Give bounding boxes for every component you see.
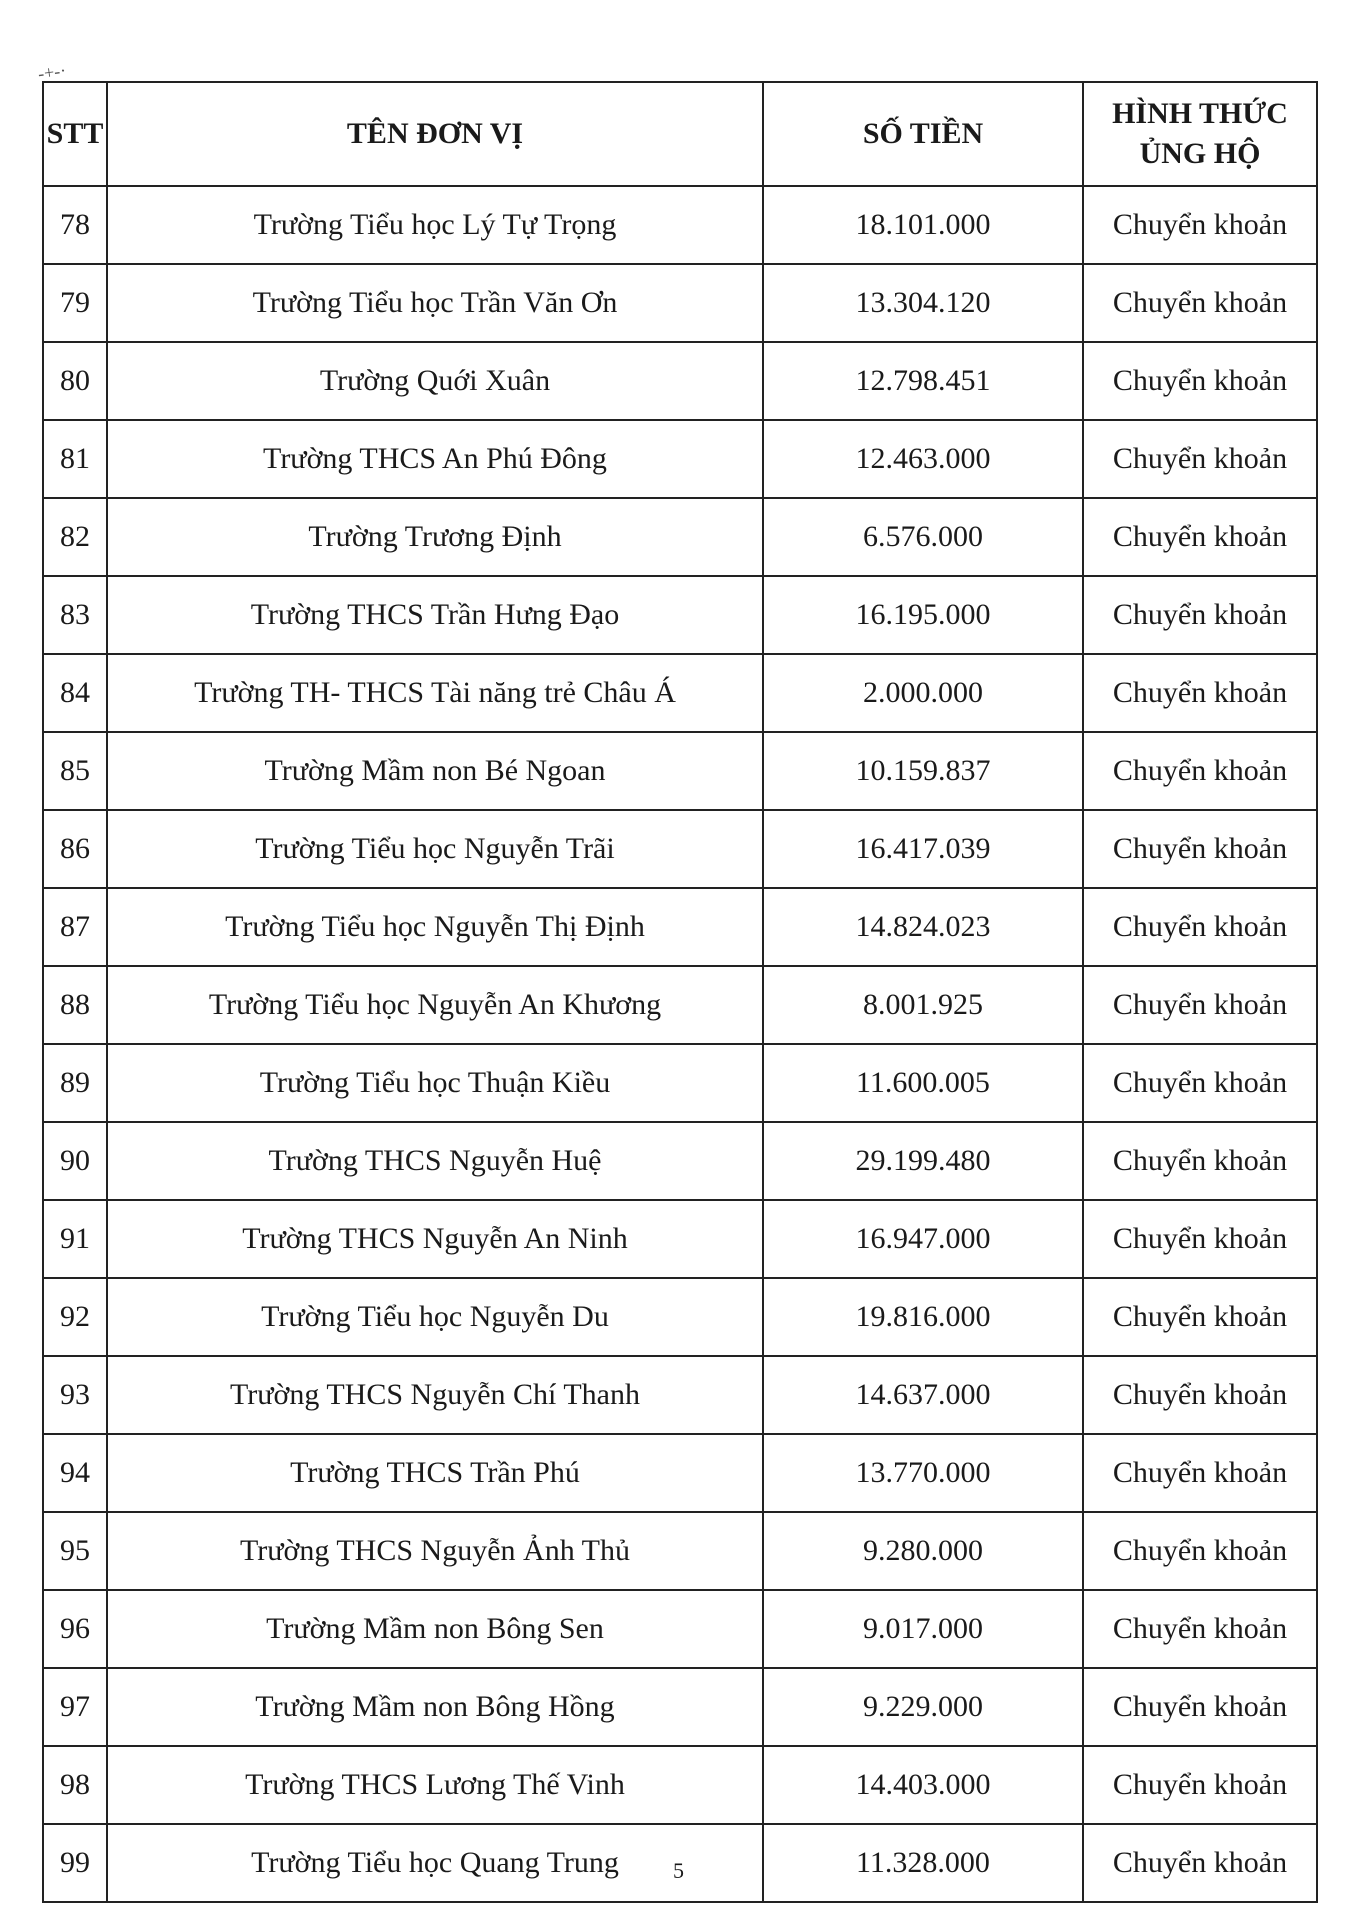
cell-amount: 14.824.023 <box>763 888 1083 966</box>
cell-amount: 2.000.000 <box>763 654 1083 732</box>
cell-stt: 84 <box>43 654 107 732</box>
cell-name: Trường THCS Nguyễn An Ninh <box>107 1200 763 1278</box>
table-row <box>43 1044 1317 1122</box>
cell-name: Trường Tiểu học Nguyễn An Khương <box>107 966 763 1044</box>
cell-method: Chuyển khoản <box>1083 732 1317 810</box>
cell-name: Trường Tiểu học Thuận Kiều <box>107 1044 763 1122</box>
table-row <box>43 1356 1317 1434</box>
cell-stt: 92 <box>43 1278 107 1356</box>
cell-amount: 16.947.000 <box>763 1200 1083 1278</box>
cell-method: Chuyển khoản <box>1083 1200 1317 1278</box>
cell-stt: 86 <box>43 810 107 888</box>
cell-name: Trường Tiểu học Nguyễn Thị Định <box>107 888 763 966</box>
table-row <box>43 1668 1317 1746</box>
cell-name: Trường THCS Trần Hưng Đạo <box>107 576 763 654</box>
cell-stt: 82 <box>43 498 107 576</box>
cell-name: Trường Tiểu học Nguyễn Trãi <box>107 810 763 888</box>
cell-name: Trường THCS An Phú Đông <box>107 420 763 498</box>
cell-stt: 85 <box>43 732 107 810</box>
cell-stt: 95 <box>43 1512 107 1590</box>
cell-name: Trường Trương Định <box>107 498 763 576</box>
cell-name: Trường Tiểu học Trần Văn Ơn <box>107 264 763 342</box>
cell-stt: 88 <box>43 966 107 1044</box>
cell-amount: 8.001.925 <box>763 966 1083 1044</box>
cell-amount: 9.017.000 <box>763 1590 1083 1668</box>
table-row <box>43 1122 1317 1200</box>
cell-amount: 16.417.039 <box>763 810 1083 888</box>
cell-stt: 99 <box>43 1824 107 1902</box>
cell-method: Chuyển khoản <box>1083 810 1317 888</box>
cell-amount: 9.280.000 <box>763 1512 1083 1590</box>
header-row <box>43 82 1317 186</box>
cell-amount: 13.304.120 <box>763 264 1083 342</box>
table-row <box>43 576 1317 654</box>
cell-name: Trường THCS Lương Thế Vinh <box>107 1746 763 1824</box>
table-header <box>43 82 1317 186</box>
page-number: 5 <box>673 1858 684 1883</box>
cell-method: Chuyển khoản <box>1083 1590 1317 1668</box>
table-row <box>43 1278 1317 1356</box>
cell-method: Chuyển khoản <box>1083 420 1317 498</box>
cell-amount: 10.159.837 <box>763 732 1083 810</box>
cell-method: Chuyển khoản <box>1083 1746 1317 1824</box>
cell-amount: 18.101.000 <box>763 186 1083 264</box>
cell-name: Trường Quới Xuân <box>107 342 763 420</box>
table-row <box>43 186 1317 264</box>
header-stt: STT <box>43 82 107 186</box>
table-row <box>43 1434 1317 1512</box>
cell-amount: 11.600.005 <box>763 1044 1083 1122</box>
cell-amount: 6.576.000 <box>763 498 1083 576</box>
table-row <box>43 1746 1317 1824</box>
cell-method: Chuyển khoản <box>1083 498 1317 576</box>
table-row <box>43 1512 1317 1590</box>
cell-stt: 87 <box>43 888 107 966</box>
scan-mark: -+-· <box>36 60 68 84</box>
cell-amount: 12.463.000 <box>763 420 1083 498</box>
cell-stt: 81 <box>43 420 107 498</box>
cell-amount: 14.637.000 <box>763 1356 1083 1434</box>
cell-amount: 19.816.000 <box>763 1278 1083 1356</box>
cell-stt: 80 <box>43 342 107 420</box>
cell-method: Chuyển khoản <box>1083 186 1317 264</box>
table-row <box>43 1200 1317 1278</box>
cell-stt: 96 <box>43 1590 107 1668</box>
table-body <box>43 186 1317 1902</box>
header-method: HÌNH THỨC ỦNG HỘ <box>1083 82 1317 186</box>
cell-stt: 89 <box>43 1044 107 1122</box>
cell-amount: 14.403.000 <box>763 1746 1083 1824</box>
table-row <box>43 810 1317 888</box>
cell-stt: 90 <box>43 1122 107 1200</box>
table-row <box>43 264 1317 342</box>
donation-table <box>42 81 1318 1903</box>
cell-name: Trường Mầm non Bé Ngoan <box>107 732 763 810</box>
cell-amount: 11.328.000 <box>763 1824 1083 1902</box>
table-row <box>43 888 1317 966</box>
cell-amount: 9.229.000 <box>763 1668 1083 1746</box>
cell-method: Chuyển khoản <box>1083 1824 1317 1902</box>
cell-stt: 78 <box>43 186 107 264</box>
table-row <box>43 732 1317 810</box>
cell-amount: 13.770.000 <box>763 1434 1083 1512</box>
cell-name: Trường Tiểu học Lý Tự Trọng <box>107 186 763 264</box>
cell-stt: 79 <box>43 264 107 342</box>
cell-name: Trường Mầm non Bông Sen <box>107 1590 763 1668</box>
cell-name: Trường THCS Nguyễn Huệ <box>107 1122 763 1200</box>
table-row <box>43 966 1317 1044</box>
cell-amount: 12.798.451 <box>763 342 1083 420</box>
cell-method: Chuyển khoản <box>1083 1356 1317 1434</box>
table-row <box>43 498 1317 576</box>
cell-name: Trường THCS Nguyễn Chí Thanh <box>107 1356 763 1434</box>
cell-method: Chuyển khoản <box>1083 1044 1317 1122</box>
cell-stt: 83 <box>43 576 107 654</box>
header-name: TÊN ĐƠN VỊ <box>107 82 763 186</box>
cell-name: Trường Mầm non Bông Hồng <box>107 1668 763 1746</box>
cell-stt: 97 <box>43 1668 107 1746</box>
cell-method: Chuyển khoản <box>1083 1512 1317 1590</box>
table-row <box>43 654 1317 732</box>
header-amount: SỐ TIỀN <box>763 82 1083 186</box>
cell-method: Chuyển khoản <box>1083 1122 1317 1200</box>
table-row <box>43 1590 1317 1668</box>
cell-stt: 94 <box>43 1434 107 1512</box>
cell-stt: 93 <box>43 1356 107 1434</box>
cell-amount: 29.199.480 <box>763 1122 1083 1200</box>
cell-method: Chuyển khoản <box>1083 342 1317 420</box>
cell-method: Chuyển khoản <box>1083 1434 1317 1512</box>
cell-stt: 91 <box>43 1200 107 1278</box>
cell-name: Trường TH- THCS Tài năng trẻ Châu Á <box>107 654 763 732</box>
cell-method: Chuyển khoản <box>1083 576 1317 654</box>
cell-method: Chuyển khoản <box>1083 1668 1317 1746</box>
cell-method: Chuyển khoản <box>1083 1278 1317 1356</box>
cell-name: Trường Tiểu học Quang Trung <box>107 1824 763 1902</box>
cell-amount: 16.195.000 <box>763 576 1083 654</box>
cell-method: Chuyển khoản <box>1083 888 1317 966</box>
cell-method: Chuyển khoản <box>1083 654 1317 732</box>
table-row <box>43 420 1317 498</box>
cell-name: Trường Tiểu học Nguyễn Du <box>107 1278 763 1356</box>
cell-method: Chuyển khoản <box>1083 966 1317 1044</box>
cell-method: Chuyển khoản <box>1083 264 1317 342</box>
cell-stt: 98 <box>43 1746 107 1824</box>
cell-name: Trường THCS Trần Phú <box>107 1434 763 1512</box>
cell-name: Trường THCS Nguyễn Ảnh Thủ <box>107 1512 763 1590</box>
table-row <box>43 342 1317 420</box>
